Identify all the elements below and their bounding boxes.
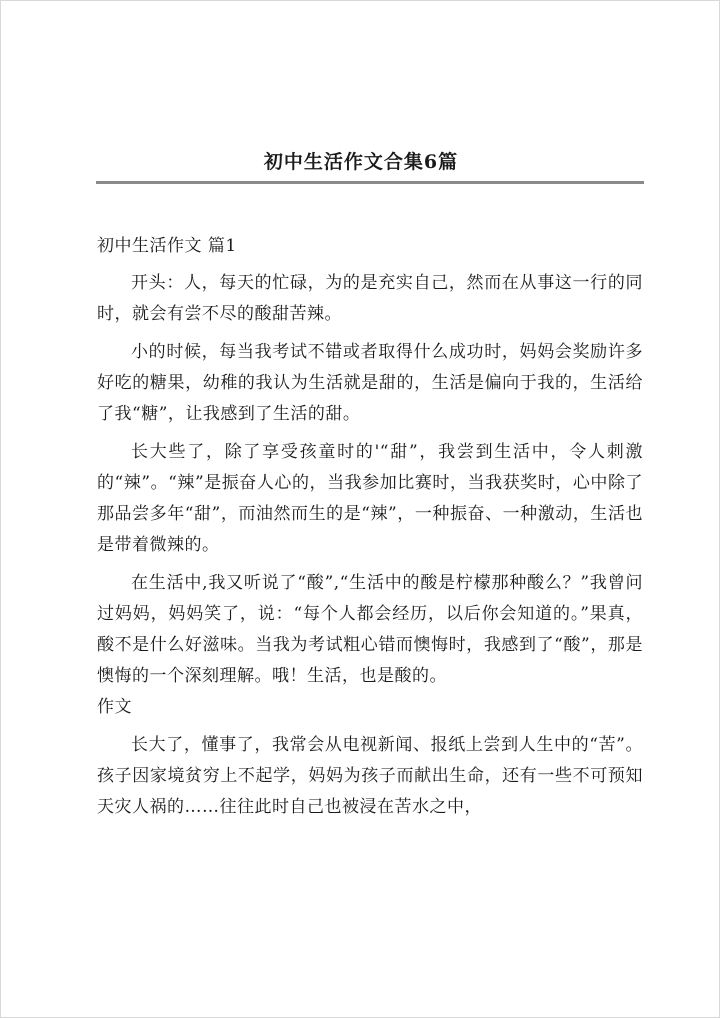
section-heading: 初中生活作文 篇1 [97, 236, 237, 256]
paragraph-1: 开头：人，每天的忙碌，为的是充实自己，然而在从事这一行的同时，就会有尝不尽的酸甜苦辣。 [97, 273, 643, 324]
document-title: 初中生活作文合集6篇 [263, 151, 459, 173]
title-divider [96, 181, 644, 184]
paragraph-2: 小的时候，每当我考试不错或者取得什么成功时，妈妈会奖励许多好吃的糖果，幼稚的我认为生活就是甜的，生活是偏向于我的，生活给了我“糖”，让我感到了生活的甜。 [97, 342, 643, 424]
paragraph-5: 长大了，懂事了，我常会从电视新闻、报纸上尝到人生中的“苦”。孩子因家境贫穷上不起学，妈妈为孩子而献出生命，还有一些不可预知天灾人祸的……往往此时自己也被浸在苦水之中， [97, 735, 643, 817]
paragraph-3: 长大些了，除了享受孩童时的'“甜”，我尝到生活中，令人刺激的“辣”。“辣”是振奋人心的，当我参加比赛时，当我获奖时，心中除了那品尝多年“甜”，而油然而生的是“辣”，一种振奋、一种激动，生活也是带着微辣的。 [97, 442, 643, 555]
paragraph-4: 在生活中,我又听说了“酸”,“生活中的酸是柠檬那种酸么？”我曾问过妈妈，妈妈笑了，说：“每个人都会经历，以后你会知道的。”果真，酸不是什么好滋味。当我为考试粗心错而懊悔时，我感到了“酸”，那是懊悔的一个深刻理解。哦！生活，也是酸的。 [97, 573, 643, 686]
paragraph-fragment: 作文 [97, 697, 132, 717]
document-body [97, 231, 643, 823]
